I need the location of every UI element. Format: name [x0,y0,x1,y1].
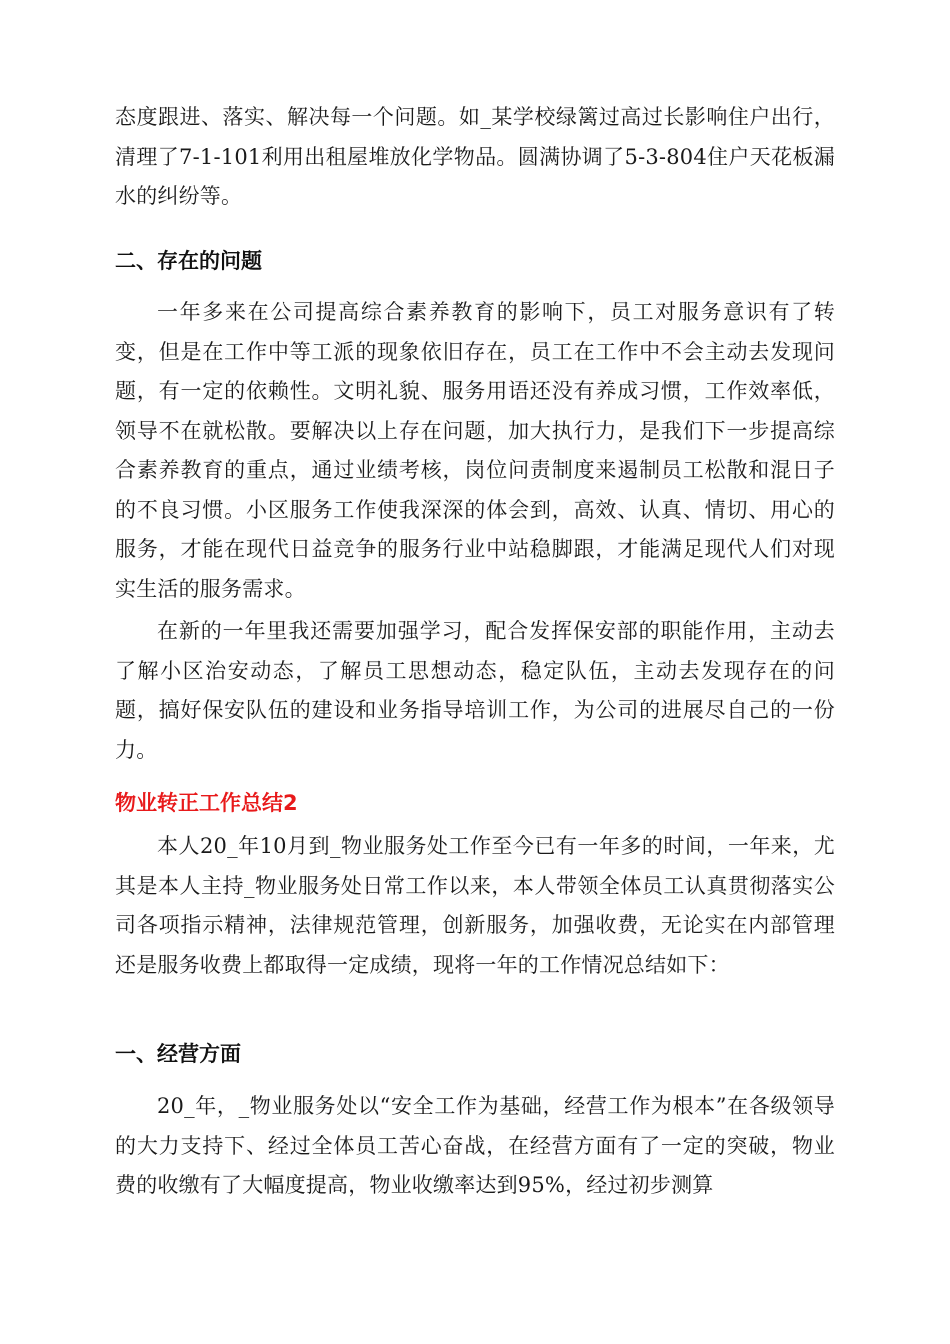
section-title-2: 物业转正工作总结2 [115,791,298,815]
heading-operations: 一、经营方面 [115,1042,241,1066]
paragraph-new-year: 在新的一年里我还需要加强学习，配合发挥保安部的职能作用，主动去了解小区治安动态，了解员工思想动态，稳定队伍，主动去发现存在的问题，搞好保安队伍的建设和业务指导培训工作，为公司的进展尽自己的一份力。 [115,619,835,762]
paragraph-problems: 一年多来在公司提高综合素养教育的影响下，员工对服务意识有了转变，但是在工作中等工派的现象依旧存在，员工在工作中不会主动去发现问题，有一定的依赖性。文明礼貌、服务用语还没有养成习惯，工作效率低，领导不在就松散。要解决以上存在问题，加大执行力，是我们下一步提高综合素养教育的重点，通过业绩考核，岗位问责制度来遏制员工松散和混日子的不良习惯。小区服务工作使我深深的体会到，高效、认真、情切、用心的服务，才能在现代日益竞争的服务行业中站稳脚跟，才能满足现代人们对现实生活的服务需求。 [115,300,835,601]
paragraph-intro-2: 本人20_年10月到_物业服务处工作至今已有一年多的时间，一年来，尤其是本人主持_物业服务处日常工作以来，本人带领全体员工认真贯彻落实公司各项指示精神，法律规范管理，创新服务，加强收费，无论实在内部管理还是服务收费上都取得一定成绩，现将一年的工作情况总结如下： [115,834,835,977]
paragraph-continued: 态度跟进、落实、解决每一个问题。如_某学校绿篱过高过长影响住户出行，清理了7-1-101利用出租屋堆放化学物品。圆满协调了5-3-804住户天花板漏水的纠纷等。 [115,105,835,208]
heading-problems: 二、存在的问题 [115,249,262,273]
paragraph-operations: 20_年，_物业服务处以“安全工作为基础，经营工作为根本”在各级领导的大力支持下、经过全体员工苦心奋战，在经营方面有了一定的突破，物业费的收缴有了大幅度提高，物业收缴率达到95%，经过初步测算 [115,1094,835,1197]
